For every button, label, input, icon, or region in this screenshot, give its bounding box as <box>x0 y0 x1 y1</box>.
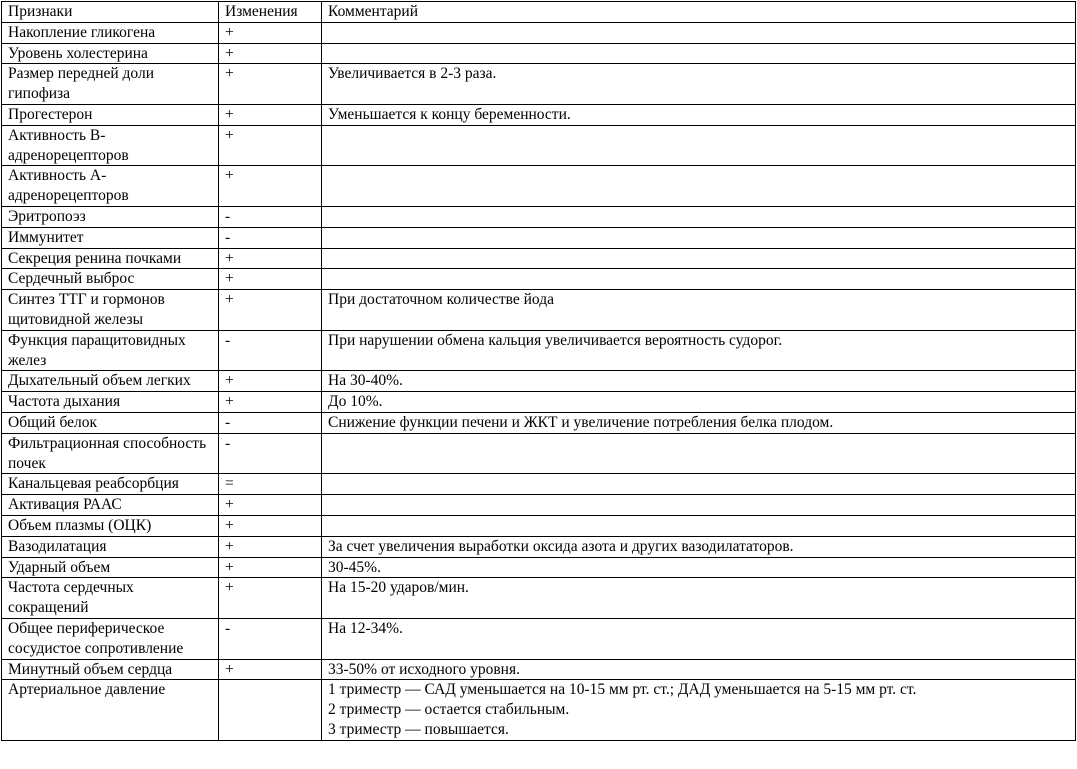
comment-line: 3 триместр — повышается. <box>328 720 509 738</box>
cell-sign: Уровень холестерина <box>2 43 219 64</box>
cell-comment <box>322 680 1076 740</box>
cell-comment: Увеличивается в 2-3 раза. <box>322 64 1076 105</box>
table-row <box>2 64 1076 105</box>
cell-comment: Уменьшается к концу беременности. <box>322 104 1076 125</box>
header-change: Изменения <box>219 2 322 23</box>
cell-change: + <box>219 269 322 290</box>
table-row <box>2 680 1076 740</box>
cell-sign: Ударный объем <box>2 557 219 578</box>
table-row <box>2 330 1076 371</box>
table-row <box>2 269 1076 290</box>
header-comment: Комментарий <box>322 2 1076 23</box>
table-row <box>2 43 1076 64</box>
cell-sign: Секреция ренина почками <box>2 248 219 269</box>
table-row <box>2 248 1076 269</box>
cell-comment: На 12-34%. <box>322 618 1076 659</box>
table-row <box>2 227 1076 248</box>
table-row <box>2 659 1076 680</box>
cell-change: - <box>219 618 322 659</box>
cell-comment <box>322 495 1076 516</box>
cell-change: + <box>219 578 322 619</box>
cell-sign: Сердечный выброс <box>2 269 219 290</box>
cell-comment: Снижение функции печени и ЖКТ и увеличение потребления белка плодом. <box>322 412 1076 433</box>
cell-comment <box>322 269 1076 290</box>
cell-change: - <box>219 227 322 248</box>
table-row <box>2 433 1076 474</box>
cell-sign: Активация РААС <box>2 495 219 516</box>
cell-change: + <box>219 515 322 536</box>
cell-change: + <box>219 557 322 578</box>
cell-sign: Дыхательный объем легких <box>2 371 219 392</box>
cell-comment <box>322 43 1076 64</box>
cell-change: + <box>219 104 322 125</box>
cell-change: + <box>219 536 322 557</box>
cell-change: + <box>219 64 322 105</box>
cell-change: + <box>219 392 322 413</box>
cell-sign: Вазодилатация <box>2 536 219 557</box>
cell-sign: Артериальное давление <box>2 680 219 740</box>
cell-sign: Размер передней доли гипофиза <box>2 64 219 105</box>
cell-sign: Эритропоэз <box>2 206 219 227</box>
cell-comment: 30-45%. <box>322 557 1076 578</box>
table-row <box>2 371 1076 392</box>
cell-sign: Активность В-адренорецепторов <box>2 125 219 166</box>
cell-sign: Минутный объем сердца <box>2 659 219 680</box>
cell-comment <box>322 206 1076 227</box>
cell-sign: Частота сердечных сокращений <box>2 578 219 619</box>
cell-comment <box>322 248 1076 269</box>
cell-sign: Синтез ТТГ и гормонов щитовидной железы <box>2 290 219 331</box>
cell-comment <box>322 515 1076 536</box>
table-row <box>2 515 1076 536</box>
table-row <box>2 578 1076 619</box>
table-row <box>2 206 1076 227</box>
table-row <box>2 557 1076 578</box>
cell-change: + <box>219 371 322 392</box>
cell-comment <box>322 125 1076 166</box>
cell-change: - <box>219 330 322 371</box>
table-row <box>2 104 1076 125</box>
cell-change <box>219 680 322 740</box>
table-row <box>2 125 1076 166</box>
cell-change: + <box>219 495 322 516</box>
table-row <box>2 412 1076 433</box>
cell-change: + <box>219 22 322 43</box>
table-row <box>2 166 1076 207</box>
cell-comment <box>322 433 1076 474</box>
cell-change: - <box>219 412 322 433</box>
cell-sign: Накопление гликогена <box>2 22 219 43</box>
comment-line: 2 триместр — остается стабильным. <box>328 701 570 719</box>
cell-change: + <box>219 659 322 680</box>
cell-comment: При достаточном количестве йода <box>322 290 1076 331</box>
table-row <box>2 536 1076 557</box>
cell-change: + <box>219 43 322 64</box>
cell-comment: До 10%. <box>322 392 1076 413</box>
header-row <box>2 2 1076 23</box>
cell-change: - <box>219 206 322 227</box>
cell-change: - <box>219 433 322 474</box>
table-row <box>2 22 1076 43</box>
cell-comment: На 15-20 ударов/мин. <box>322 578 1076 619</box>
cell-change: + <box>219 290 322 331</box>
cell-sign: Иммунитет <box>2 227 219 248</box>
comment-line: 1 триместр — САД уменьшается на 10-15 мм рт. ст.; ДАД уменьшается на 5-15 мм рт. ст. <box>328 681 917 699</box>
cell-sign: Прогестерон <box>2 104 219 125</box>
header-sign: Признаки <box>2 2 219 23</box>
cell-comment: За счет увеличения выработки оксида азота и других вазодилататоров. <box>322 536 1076 557</box>
cell-sign: Общий белок <box>2 412 219 433</box>
table-row <box>2 495 1076 516</box>
cell-sign: Активность А-адренорецепторов <box>2 166 219 207</box>
cell-comment <box>322 227 1076 248</box>
cell-comment: При нарушении обмена кальция увеличивается вероятность судорог. <box>322 330 1076 371</box>
table-row <box>2 618 1076 659</box>
cell-change: + <box>219 166 322 207</box>
cell-comment <box>322 22 1076 43</box>
cell-comment: На 30-40%. <box>322 371 1076 392</box>
cell-sign: Фильтрационная способность почек <box>2 433 219 474</box>
cell-comment <box>322 166 1076 207</box>
cell-change: + <box>219 248 322 269</box>
table-row <box>2 290 1076 331</box>
table-row <box>2 392 1076 413</box>
pregnancy-changes-table <box>1 1 1076 741</box>
cell-sign: Частота дыхания <box>2 392 219 413</box>
cell-sign: Функция паращитовидных желез <box>2 330 219 371</box>
cell-sign: Объем плазмы (ОЦК) <box>2 515 219 536</box>
cell-change: + <box>219 125 322 166</box>
cell-comment: 33-50% от исходного уровня. <box>322 659 1076 680</box>
table-row <box>2 474 1076 495</box>
cell-comment <box>322 474 1076 495</box>
cell-sign: Канальцевая реабсорбция <box>2 474 219 495</box>
cell-sign: Общее периферическое сосудистое сопротивление <box>2 618 219 659</box>
cell-change: = <box>219 474 322 495</box>
